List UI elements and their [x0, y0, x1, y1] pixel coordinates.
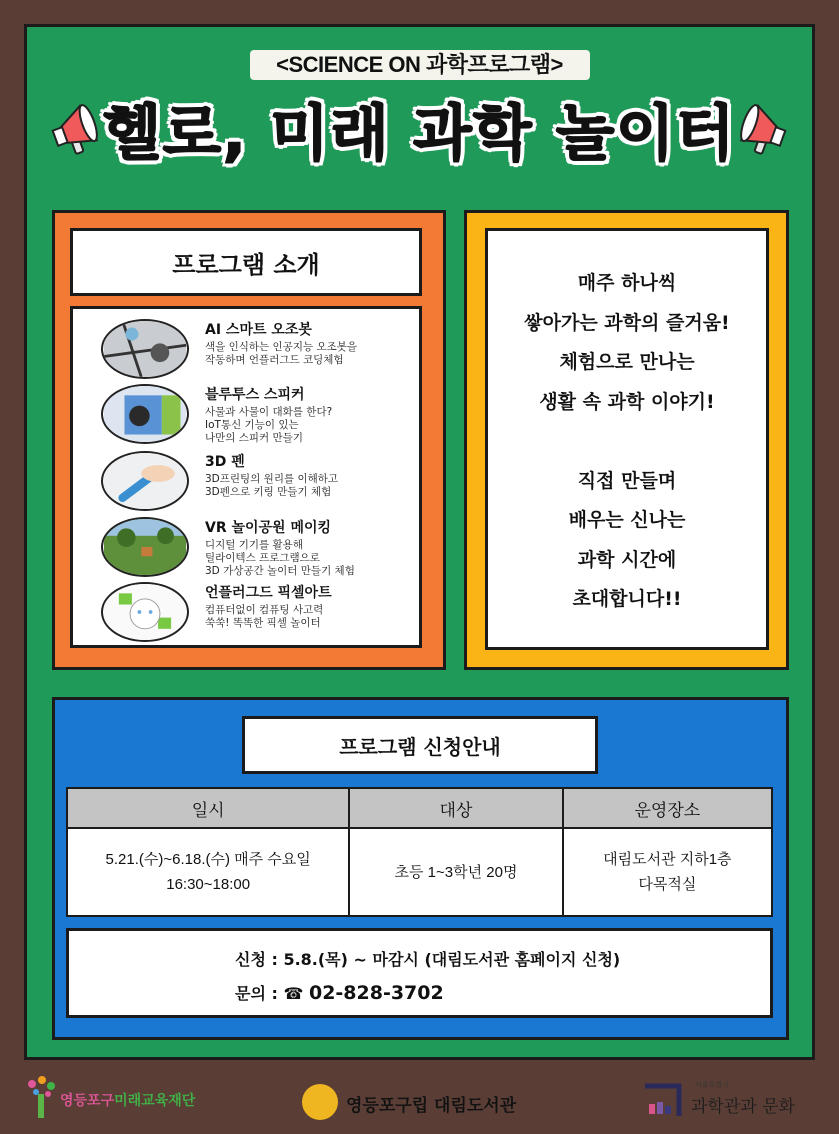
- science-culture-emblem-icon: [635, 1082, 687, 1120]
- library-name: 영등포구립 대림도서관: [346, 1096, 517, 1116]
- item-name: 3D 펜: [205, 454, 245, 470]
- item-desc: 컴퓨터없이 컴퓨팅 사고력 쑥쑥! 똑똑한 픽셀 놀이터: [205, 604, 324, 629]
- item-desc: 3D프린팅의 원리를 이해하고 3D펜으로 키링 만들기 체험: [205, 473, 339, 498]
- contact-label: 문의 :: [235, 984, 284, 1003]
- foundation-name-a: 영등포구: [60, 1093, 115, 1109]
- science-culture-sub: 서울특별시: [695, 1081, 729, 1089]
- item-name: VR 놀이공원 메이킹: [205, 520, 332, 536]
- program-info-table: [66, 787, 773, 917]
- column-header: 운영장소: [563, 788, 772, 828]
- message-line: 매주 하나씩: [577, 272, 677, 294]
- tree-icon: [24, 1074, 58, 1120]
- item-name: 블루투스 스피커: [205, 387, 305, 403]
- phone-number: 02-828-3702: [308, 982, 444, 1004]
- item-name: 언플러그드 픽셀아트: [205, 585, 332, 601]
- ozobot-image: [101, 319, 189, 379]
- apply-heading: 프로그램 신청안내: [242, 716, 598, 774]
- intro-list: [70, 306, 422, 648]
- column-header: 일시: [67, 788, 349, 828]
- foundation-name-b: 미래교육재단: [114, 1093, 196, 1109]
- signup-contact-box: [66, 928, 773, 1018]
- column-header: 대상: [349, 788, 562, 828]
- message-line: 쌓아가는 과학의 즐거움!: [524, 311, 730, 334]
- signup-text: 신청 : 5.8.(목) ~ 마감시 (대림도서관 홈페이지 신청): [235, 950, 621, 969]
- list-item: [101, 517, 421, 581]
- library-emblem-icon: [302, 1084, 338, 1120]
- speaker-image: [101, 384, 189, 444]
- message-line: 직접 만들며: [577, 469, 677, 492]
- 3d-pen-image: [101, 451, 189, 511]
- item-desc: 색을 인식하는 인공지능 오조봇을 작동하며 언플러그드 코딩체험: [205, 341, 358, 366]
- item-name: AI 스마트 오조봇: [205, 322, 312, 338]
- item-desc: 사물과 사물이 대화를 한다? IoT통신 기능이 있는 나만의 스피커 만들기: [205, 406, 333, 444]
- pixel-cat-image: [101, 582, 189, 642]
- contact-line: [235, 981, 444, 1004]
- footer: [0, 1070, 839, 1134]
- message-line: 생활 속 과학 이야기!: [539, 390, 715, 413]
- table-row: [67, 828, 772, 916]
- item-desc: 디지털 기기를 활용해 틸라이텍스 프로그램으로 3D 가상공간 놀이터 만들기 체험: [205, 539, 355, 577]
- target-cell: 초등 1~3학년 20명: [349, 828, 562, 916]
- message-line: 과학 시간에: [577, 548, 677, 571]
- list-item: [101, 384, 421, 448]
- vr-park-image: [101, 517, 189, 577]
- foundation-logo: [24, 1072, 224, 1122]
- library-logo: [302, 1082, 542, 1122]
- poster-title: 헬로, 미래 과학 놀이터: [102, 99, 737, 169]
- science-culture-logo: [635, 1078, 825, 1124]
- megaphone-icon: [730, 100, 790, 160]
- phone-icon: ☎: [283, 984, 304, 1003]
- list-item: [101, 582, 421, 646]
- list-item: [101, 451, 421, 515]
- message-line: 배우는 신나는: [568, 509, 686, 531]
- list-item: [101, 319, 421, 383]
- message-line: 초대합니다!!: [572, 588, 682, 610]
- message-line: [488, 422, 766, 462]
- program-subtitle: <SCIENCE ON 과학프로그램>: [276, 52, 563, 77]
- table-header-row: [67, 788, 772, 828]
- message-line: 체험으로 만나는: [559, 351, 695, 373]
- science-culture-name: 과학관과 문화: [691, 1097, 795, 1117]
- date-cell: 5.21.(수)~6.18.(수) 매주 수요일 16:30~18:00: [67, 828, 349, 916]
- invitation-message: [485, 228, 769, 650]
- intro-heading: 프로그램 소개: [70, 228, 422, 296]
- location-cell: 대림도서관 지하1층 다목적실: [563, 828, 772, 916]
